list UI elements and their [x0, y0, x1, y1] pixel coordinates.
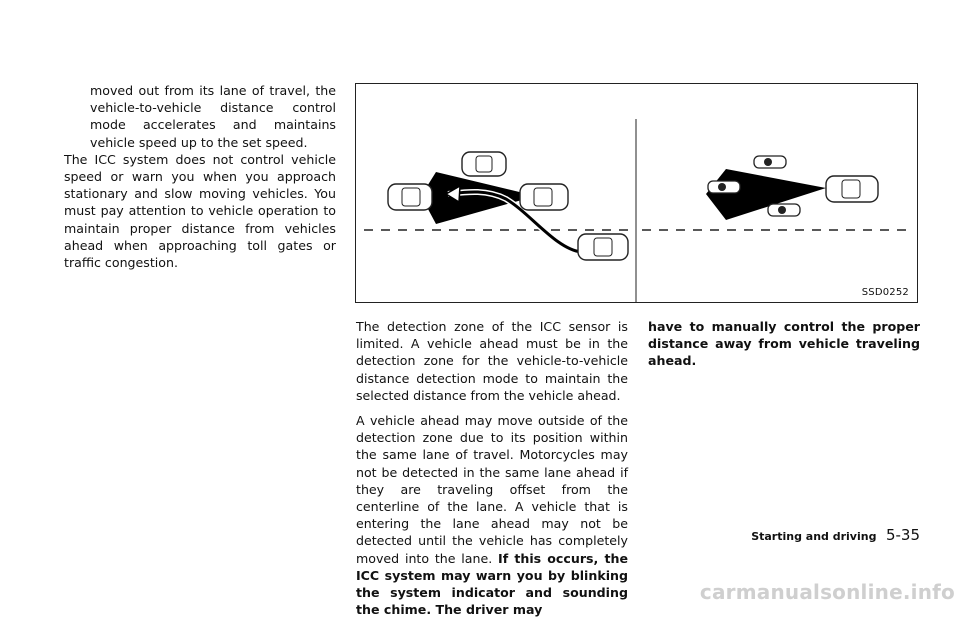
motorcycle-in-zone: [708, 181, 740, 193]
section-name: Starting and driving: [751, 530, 877, 543]
page-number: 5-35: [885, 526, 920, 544]
car-ahead-upper: [462, 152, 506, 176]
right-column: [648, 318, 920, 378]
detection-zone-figure: [355, 83, 918, 303]
car-changing-lane: [578, 234, 628, 260]
continuation-text: moved out from its lane of travel, the vehicle-to-vehicle distance control mode accelerates and maintains vehicle speed up to the set speed.: [90, 83, 336, 150]
car-ahead-in-zone: [520, 184, 568, 210]
detection-zone-paragraph: The detection zone of the ICC sensor is limited. A vehicle ahead must be in the detection zone for the vehicle-to-vehicle distance detection mode to maintain the selected distance from the vehicle ahead.: [356, 319, 628, 403]
left-column: [64, 82, 336, 279]
page-footer: [738, 526, 920, 544]
car-own-left: [388, 184, 432, 210]
detection-zone-left: [421, 172, 536, 224]
paragraph-normal-text: A vehicle ahead may move outside of the detection zone due to its position within the same lane of travel. Motorcycles may not be detected in the same lane ahead if they are traveling offset from the centerline of the lane. A vehicle that is entering the lane ahead may not be detected until the vehicle has completely moved into the lane.: [356, 413, 628, 566]
car-right-panel: [826, 176, 878, 202]
motorcycle-upper: [754, 156, 786, 168]
motorcycle-lower: [768, 204, 800, 216]
icc-warning-paragraph: The ICC system does not control vehicle speed or warn you when you approach stationary and slow moving vehicles. You must pay attention to vehicle operation to maintain proper distance from vehicles ahead when approaching toll gates or traffic congestion.: [64, 151, 336, 271]
figure-code: SSD0252: [861, 287, 909, 298]
paragraph-bold-text: If this occurs, the ICC system may warn you by blinking the system indicator and sounding the chime. The driver may: [356, 550, 629, 618]
middle-column: [356, 318, 628, 626]
bold-continuation: have to manually control the proper distance away from vehicle traveling ahead.: [648, 319, 920, 369]
watermark: carmanualsonline.info: [699, 580, 955, 604]
detection-zone-illustration: [356, 84, 917, 302]
detection-zone-right: [706, 169, 826, 220]
vehicle-outside-zone-paragraph: [356, 412, 628, 618]
